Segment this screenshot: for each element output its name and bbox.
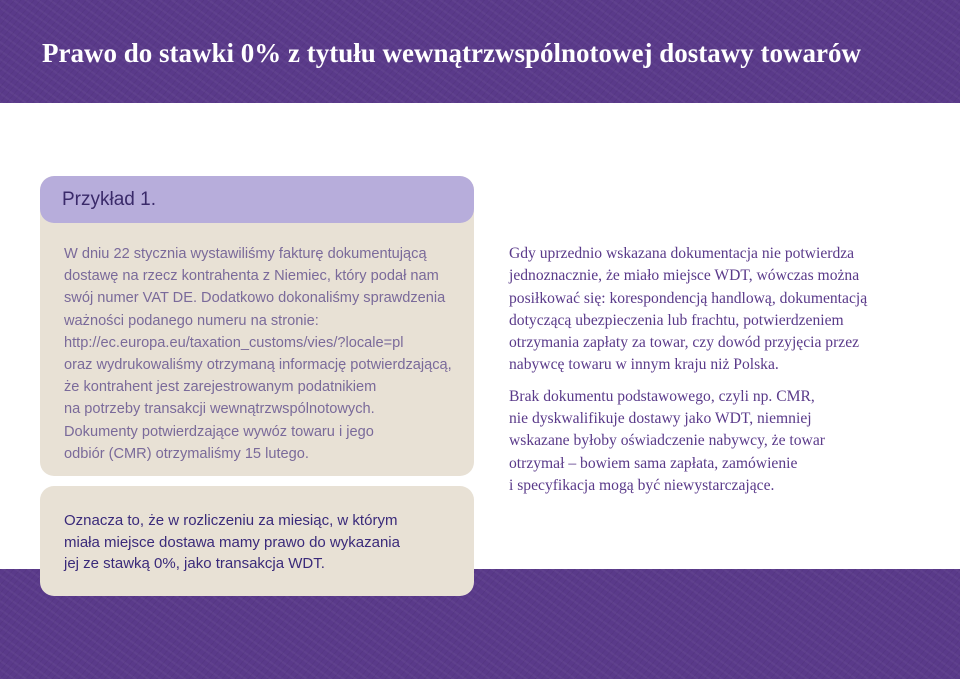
explanation-paragraph bbox=[509, 386, 939, 497]
explanation-line: i specyfikacja mogą być niewystarczające. bbox=[509, 476, 775, 494]
conclusion-line: jej ze stawką 0%, jako transakcja WDT. bbox=[64, 555, 325, 572]
explanation-line: jednoznacznie, że miało miejsce WDT, wówczas można bbox=[509, 267, 860, 285]
explanation-line: nie dyskwalifikuje dostawy jako WDT, niemniej bbox=[509, 410, 812, 428]
explanation-line: dotyczącą ubezpieczenia lub frachtu, potwierdzeniem bbox=[509, 311, 844, 329]
example-line: oraz wydrukowaliśmy otrzymaną informację potwierdzającą, bbox=[64, 357, 452, 374]
conclusion-card bbox=[40, 486, 474, 596]
explanation-line: Brak dokumentu podstawowego, czyli np. CMR, bbox=[509, 387, 815, 405]
explanation-line: posiłkować się: korespondencją handlową, dokumentacją bbox=[509, 289, 868, 307]
example-line: Dokumenty potwierdzające wywóz towaru i jego bbox=[64, 423, 374, 440]
example-line: dostawę na rzecz kontrahenta z Niemiec, który podał nam bbox=[64, 268, 439, 285]
page-title: Prawo do stawki 0% z tytułu wewnątrzwspólnotowej dostawy towarów bbox=[42, 38, 861, 68]
conclusion-line: Oznacza to, że w rozliczeniu za miesiąc, w którym bbox=[64, 512, 398, 529]
explanation-column bbox=[509, 243, 939, 497]
explanation-line: otrzymał – bowiem sama zapłata, zamówienie bbox=[509, 454, 798, 472]
example-line: że kontrahent jest zarejestrowanym podatnikiem bbox=[64, 379, 377, 396]
example-card bbox=[40, 176, 474, 476]
example-line: odbiór (CMR) otrzymaliśmy 15 lutego. bbox=[64, 445, 309, 462]
example-line: http://ec.europa.eu/taxation_customs/vies/?locale=pl bbox=[64, 334, 404, 351]
explanation-line: wskazane byłoby oświadczenie nabywcy, że towar bbox=[509, 432, 825, 450]
example-line: na potrzeby transakcji wewnątrzwspólnotowych. bbox=[64, 401, 375, 418]
example-line: ważności podanego numeru na stronie: bbox=[64, 312, 319, 329]
header-band bbox=[0, 0, 960, 103]
example-body bbox=[40, 223, 474, 465]
example-header bbox=[40, 176, 474, 223]
paragraph-gap bbox=[509, 377, 939, 386]
explanation-line: otrzymania zapłaty za towar, czy dowód przyjęcia przez bbox=[509, 334, 860, 352]
example-title: Przykład 1. bbox=[62, 188, 156, 210]
example-line: swój numer VAT DE. Dodatkowo dokonaliśmy sprawdzenia bbox=[64, 290, 446, 307]
explanation-line: Gdy uprzednio wskazana dokumentacja nie potwierdza bbox=[509, 245, 855, 262]
example-line: W dniu 22 stycznia wystawiliśmy fakturę dokumentującą bbox=[64, 246, 427, 262]
explanation-line: nabywcę towaru w innym kraju niż Polska. bbox=[509, 356, 779, 374]
explanation-paragraph bbox=[509, 243, 939, 377]
conclusion-line: miała miejsce dostawa mamy prawo do wykazania bbox=[64, 533, 400, 551]
